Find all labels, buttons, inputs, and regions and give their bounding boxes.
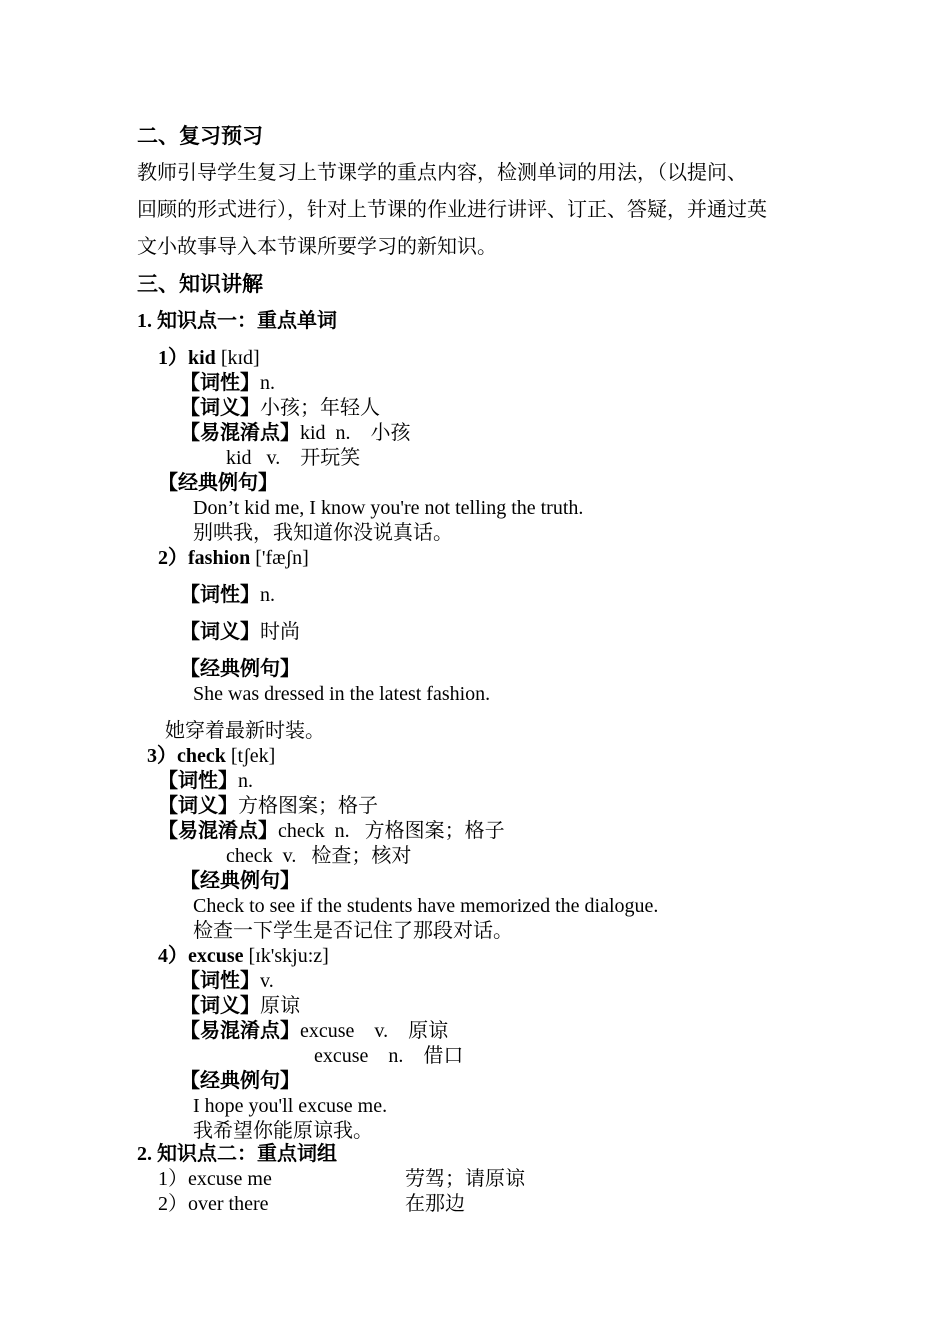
confusion-value-2: excuse n. 借口: [314, 1045, 464, 1067]
word-number: 2）: [158, 547, 188, 569]
phrase-english: over there: [188, 1193, 269, 1215]
review-paragraph-line: 文小故事导入本节课所要学习的新知识。: [137, 236, 497, 258]
example-label: 【经典例句】: [180, 870, 300, 892]
confusion-value-2: check v. 检查；核对: [226, 845, 412, 867]
word-entry-excuse: [158, 944, 329, 969]
word-number: 3）: [147, 745, 177, 767]
word-meaning-line: [180, 396, 380, 421]
confusion-label: 【易混淆点】: [180, 422, 300, 444]
word-headword: kid: [188, 347, 216, 369]
meaning-label: 【词义】: [158, 795, 238, 817]
word-pos-line: [158, 769, 253, 794]
word-confusion-line: [180, 1019, 448, 1044]
word-phonetic: [tʃek]: [225, 745, 276, 767]
pos-value: v.: [260, 970, 274, 992]
pos-label: 【词性】: [180, 584, 260, 606]
word-number: 1）: [158, 347, 188, 369]
example-chinese: 别哄我，我知道你没说真话。: [193, 522, 453, 544]
example-english: She was dressed in the latest fashion.: [193, 683, 491, 705]
confusion-value: excuse v. 原谅: [300, 1020, 449, 1042]
pos-label: 【词性】: [158, 770, 238, 792]
phrase-row: [158, 1192, 269, 1217]
example-english: Check to see if the students have memorized the dialogue.: [193, 895, 659, 917]
word-entry-check: [147, 744, 275, 769]
word-headword: excuse: [188, 945, 244, 967]
word-entry-fashion: [158, 546, 309, 571]
word-headword: fashion: [188, 547, 251, 569]
phrase-chinese: 劳驾；请原谅: [405, 1168, 525, 1190]
pos-value: n.: [238, 770, 253, 792]
section-heading-knowledge: 三、知识讲解: [137, 272, 263, 296]
word-phonetic: [ɪk'skju:z]: [243, 945, 329, 967]
phrase-number: 2）: [158, 1193, 188, 1215]
word-pos-line: [180, 371, 275, 396]
knowledge-point-1-title: 1. 知识点一：重点单词: [137, 310, 337, 332]
word-pos-line: [180, 969, 274, 994]
review-paragraph-line: 教师引导学生复习上节课学的重点内容，检测单词的用法，（以提问、: [137, 162, 747, 184]
example-label: 【经典例句】: [180, 658, 300, 680]
meaning-label: 【词义】: [180, 995, 260, 1017]
confusion-label: 【易混淆点】: [180, 1020, 300, 1042]
pos-label: 【词性】: [180, 372, 260, 394]
confusion-value: kid n. 小孩: [300, 422, 411, 444]
section-heading-review: 二、复习预习: [137, 124, 263, 148]
phrase-english: excuse me: [188, 1168, 272, 1190]
confusion-value: check n. 方格图案；格子: [278, 820, 505, 842]
confusion-label: 【易混淆点】: [158, 820, 278, 842]
word-phonetic: ['fæʃn]: [250, 547, 309, 569]
example-chinese: 检查一下学生是否记住了那段对话。: [193, 920, 513, 942]
word-headword: check: [177, 745, 226, 767]
word-pos-line: [180, 583, 275, 608]
meaning-value: 小孩；年轻人: [260, 397, 380, 419]
example-chinese: 我希望你能原谅我。: [193, 1120, 373, 1142]
example-chinese: 她穿着最新时装。: [165, 720, 325, 742]
word-meaning-line: [158, 794, 378, 819]
meaning-value: 原谅: [260, 995, 300, 1017]
confusion-value-2: kid v. 开玩笑: [226, 447, 361, 469]
example-english: Don’t kid me, I know you're not telling the truth.: [193, 497, 584, 519]
word-confusion-line: [158, 819, 505, 844]
meaning-label: 【词义】: [180, 621, 260, 643]
meaning-value: 方格图案；格子: [238, 795, 378, 817]
pos-value: n.: [260, 372, 275, 394]
knowledge-point-2-title: 2. 知识点二：重点词组: [137, 1143, 337, 1165]
example-english: I hope you'll excuse me.: [193, 1095, 388, 1117]
phrase-number: 1）: [158, 1168, 188, 1190]
phrase-chinese: 在那边: [405, 1193, 465, 1215]
word-phonetic: [kɪd]: [215, 347, 260, 369]
pos-value: n.: [260, 584, 275, 606]
word-meaning-line: [180, 620, 300, 645]
review-paragraph-line: 回顾的形式进行），针对上节课的作业进行讲评、订正、答疑，并通过英: [137, 199, 767, 221]
example-label: 【经典例句】: [158, 472, 278, 494]
word-meaning-line: [180, 994, 300, 1019]
meaning-label: 【词义】: [180, 397, 260, 419]
word-number: 4）: [158, 945, 188, 967]
word-confusion-line: [180, 421, 411, 446]
meaning-value: 时尚: [260, 621, 300, 643]
phrase-row: [158, 1167, 272, 1192]
pos-label: 【词性】: [180, 970, 260, 992]
example-label: 【经典例句】: [180, 1070, 300, 1092]
word-entry-kid: [158, 346, 260, 371]
